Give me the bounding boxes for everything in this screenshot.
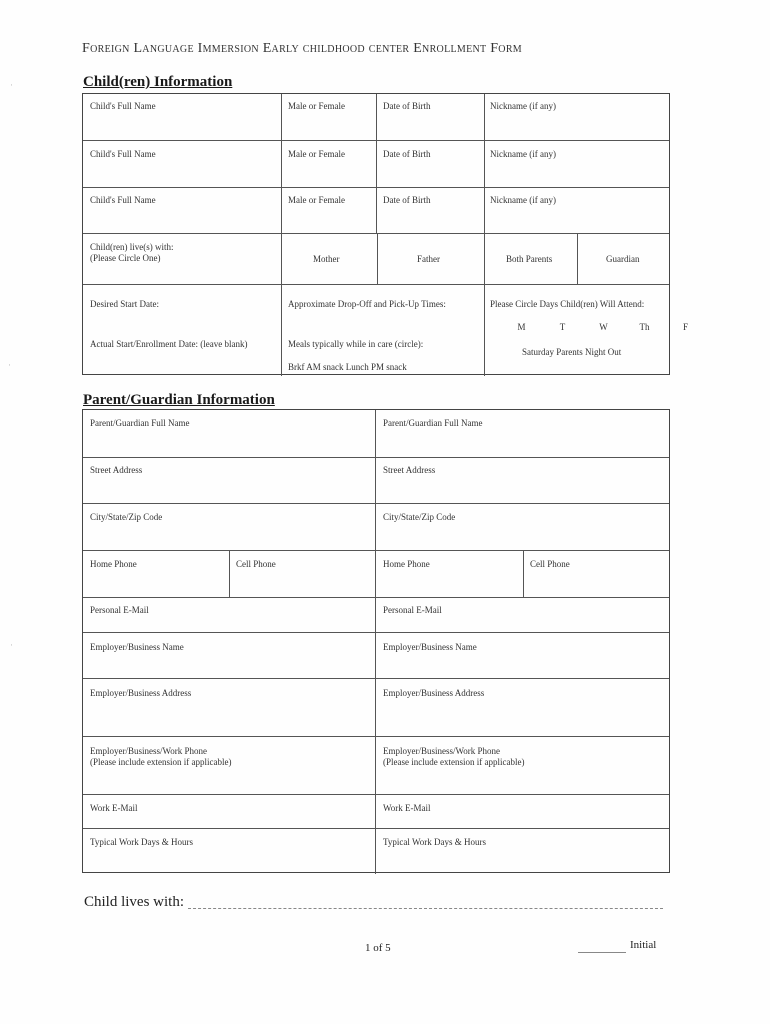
parent-1-city-field[interactable]: City/State/Zip Code [90,512,163,522]
children-table [82,93,688,375]
meal-options[interactable]: Brkf AM snack Lunch PM snack [288,362,407,372]
child-lives-with-label: Child lives with: [84,894,185,910]
parent-1-email-field[interactable]: Personal E-Mail [90,605,149,615]
col-divider [229,550,230,597]
day-thursday[interactable]: Th [639,322,650,332]
lives-with-mother-option[interactable]: Mother [313,254,340,264]
parent-1-home-phone-field[interactable]: Home Phone [90,559,137,569]
child-lives-with-line[interactable] [188,908,663,909]
parent-1-employer-field[interactable]: Employer/Business Name [90,642,184,652]
row-divider [83,233,669,234]
row-divider [83,503,669,504]
days-options[interactable] [501,322,706,333]
page-number: 1 of 5 [365,942,391,954]
children-section-heading: Child(ren) Information [83,74,233,90]
initial-line[interactable] [578,952,626,953]
parent-2-cell-phone-field[interactable]: Cell Phone [530,559,570,569]
row-divider [83,284,669,285]
lives-with-label: Child(ren) live(s) with: [90,242,174,252]
initial-label: Initial [630,939,657,951]
col-divider [281,94,282,233]
form-title-text: Foreign Language Immersion Early childhood center Enrollment Form [82,41,522,56]
row-divider [83,597,669,598]
child-2-sex-field[interactable]: Male or Female [288,149,345,159]
parent-1-work-phone-field[interactable]: Employer/Business/Work Phone [90,746,208,756]
scan-mark: · [8,360,11,370]
child-1-dob-field[interactable]: Date of Birth [383,101,431,111]
row-divider [83,550,669,551]
col-divider [484,94,485,376]
row-divider [83,736,669,737]
lives-with-both-option[interactable]: Both Parents [506,254,553,264]
parent-1-work-phone-note: (Please include extension if applicable) [90,757,232,767]
day-tuesday[interactable]: T [559,322,566,332]
desired-start-field[interactable]: Desired Start Date: [90,299,159,309]
row-divider [83,828,669,829]
lives-with-father-option[interactable]: Father [417,254,440,264]
col-divider [281,233,282,376]
child-3-dob-field[interactable]: Date of Birth [383,195,431,205]
day-friday[interactable]: F [682,322,688,332]
child-2-nickname-field[interactable]: Nickname (if any) [490,149,556,159]
lives-with-instruction: (Please Circle One) [90,253,161,263]
parent-1-work-hours-field[interactable]: Typical Work Days & Hours [90,837,193,847]
parent-1-work-email-field[interactable]: Work E-Mail [90,803,138,813]
parent-2-city-field[interactable]: City/State/Zip Code [383,512,456,522]
parent-1-name-field[interactable]: Parent/Guardian Full Name [90,418,190,428]
child-3-name-field[interactable]: Child's Full Name [90,195,156,205]
child-3-nickname-field[interactable]: Nickname (if any) [490,195,556,205]
row-divider [83,794,669,795]
col-divider [376,94,377,233]
child-1-name-field[interactable]: Child's Full Name [90,101,156,111]
col-divider [577,233,578,284]
row-divider [83,678,669,679]
scan-mark: · [10,640,13,650]
actual-start-field: Actual Start/Enrollment Date: (leave blank) [90,339,248,349]
parent-2-email-field[interactable]: Personal E-Mail [383,605,442,615]
parent-2-work-phone-note: (Please include extension if applicable) [383,757,525,767]
scan-mark: · [10,80,13,90]
child-3-sex-field[interactable]: Male or Female [288,195,345,205]
parent-2-street-field[interactable]: Street Address [383,465,436,475]
col-divider [377,233,378,284]
row-divider [83,457,669,458]
parent-2-work-email-field[interactable]: Work E-Mail [383,803,431,813]
child-2-name-field[interactable]: Child's Full Name [90,149,156,159]
parent-1-employer-address-field[interactable]: Employer/Business Address [90,688,192,698]
day-monday[interactable]: M [517,322,526,332]
meals-label: Meals typically while in care (circle): [288,339,424,349]
lives-with-guardian-option[interactable]: Guardian [606,254,640,264]
parent-2-work-phone-field[interactable]: Employer/Business/Work Phone [383,746,501,756]
row-divider [83,632,669,633]
parent-2-employer-address-field[interactable]: Employer/Business Address [383,688,485,698]
parent-1-street-field[interactable]: Street Address [90,465,143,475]
parent-table [82,409,670,873]
col-divider [523,550,524,597]
days-label: Please Circle Days Child(ren) Will Attend: [490,299,645,309]
parent-2-employer-field[interactable]: Employer/Business Name [383,642,477,652]
saturday-option[interactable]: Saturday Parents Night Out [522,347,622,357]
day-wednesday[interactable]: W [599,322,608,332]
parent-1-cell-phone-field[interactable]: Cell Phone [236,559,276,569]
parent-2-name-field[interactable]: Parent/Guardian Full Name [383,418,483,428]
parent-2-work-hours-field[interactable]: Typical Work Days & Hours [383,837,486,847]
form-title [82,40,522,57]
dropoff-pickup-field[interactable]: Approximate Drop-Off and Pick-Up Times: [288,299,446,309]
child-2-dob-field[interactable]: Date of Birth [383,149,431,159]
parent-2-home-phone-field[interactable]: Home Phone [383,559,430,569]
child-1-nickname-field[interactable]: Nickname (if any) [490,101,556,111]
parent-section-heading: Parent/Guardian Information [83,392,275,408]
col-divider [375,410,376,874]
child-1-sex-field[interactable]: Male or Female [288,101,345,111]
